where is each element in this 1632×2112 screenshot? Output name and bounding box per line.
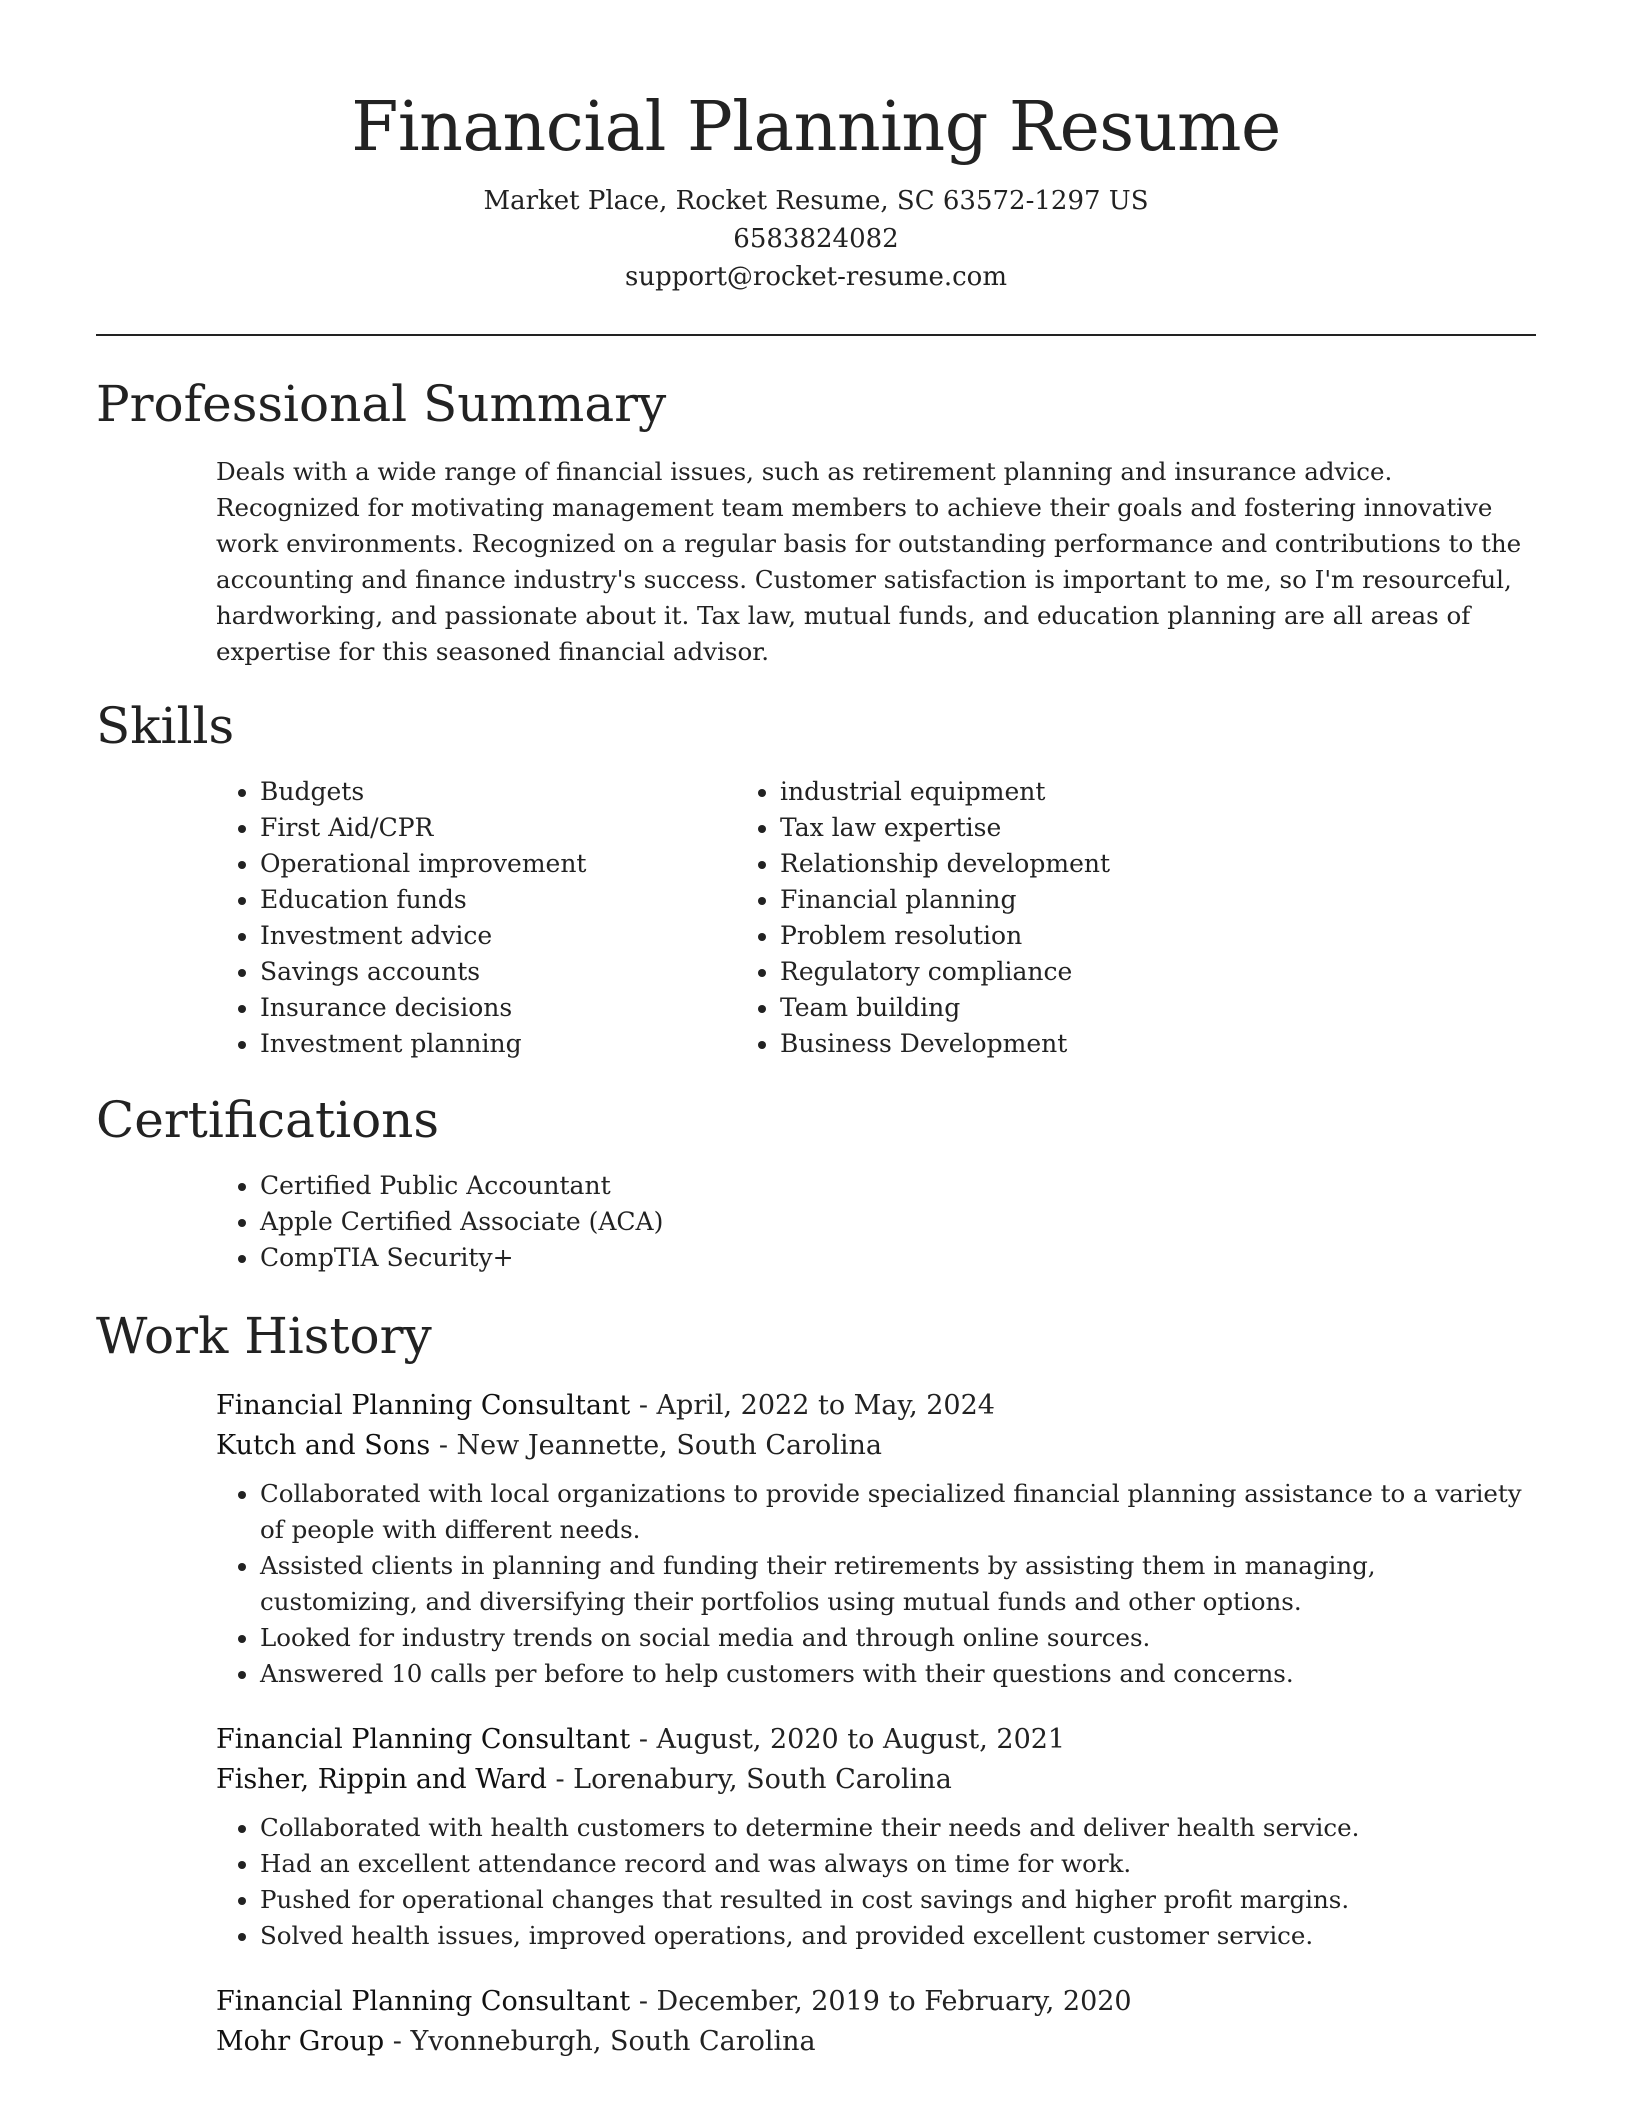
job-company: Kutch and Sons [216,1430,431,1461]
skills-columns [96,774,1536,1062]
job-title: Financial Planning Consultant [216,1724,631,1755]
certification-item: • CompTIA Security+ [260,1240,1536,1276]
skill-item: • Business Development [780,1026,1430,1062]
phone: 6583824082 [733,224,899,254]
job-entry [216,1386,1536,1692]
skill-item: • Team building [780,990,1430,1026]
skill-item: • Problem resolution [780,918,1430,954]
job-company: Mohr Group [216,2026,385,2057]
address: Market Place, Rocket Resume, SC 63572-1297 US [483,186,1149,216]
work-history-heading: Work History [96,1307,432,1365]
skill-item: • Insurance decisions [260,990,746,1026]
skill-item: • Tax law expertise [780,810,1430,846]
job-dates: - December, 2019 to February, 2020 [630,1986,1132,2017]
job-bullets [216,1810,1536,1954]
job-title-line [216,1386,1536,1426]
job-bullet: • Looked for industry trends on social media and through online sources. [260,1620,1536,1656]
skill-item: • Investment advice [260,918,746,954]
job-title-line [216,1720,1536,1760]
skills-left-list [96,774,746,1062]
certifications-heading: Certifications [96,1091,440,1149]
job-company-line [216,1426,1536,1466]
job-dates: - August, 2020 to August, 2021 [630,1724,1066,1755]
certifications-section [96,1090,1536,1276]
job-location: - Lorenabury, South Carolina [546,1764,952,1795]
skills-right-list [746,774,1430,1062]
email: support@rocket-resume.com [624,262,1007,292]
job-company-line [216,1760,1536,1800]
skill-item: • industrial equipment [780,774,1430,810]
job-location: - New Jeannette, South Carolina [430,1430,882,1461]
header-divider [96,334,1536,336]
summary-heading: Professional Summary [96,375,667,433]
job-bullet: • Collaborated with health customers to determine their needs and deliver health service. [260,1810,1536,1846]
job-title: Financial Planning Consultant [216,1390,631,1421]
job-bullet: • Collaborated with local organizations to provide specialized financial planning assistance to a variety of people with different needs. [260,1476,1536,1548]
resume-title: Financial Planning Resume [351,88,1281,167]
job-title-line [216,1982,1536,2022]
job-bullets [216,1476,1536,1692]
skill-item: • Education funds [260,882,746,918]
job-company: Fisher, Rippin and Ward [216,1764,547,1795]
skills-heading: Skills [96,697,235,755]
job-bullet: • Assisted clients in planning and funding their retirements by assisting them in managing, customizing, and diversifying their portfolios using mutual funds and other options. [260,1548,1536,1620]
job-bullet: • Answered 10 calls per before to help customers with their questions and concerns. [260,1656,1536,1692]
job-entry [216,1720,1536,1954]
skill-item: • Relationship development [780,846,1430,882]
job-dates: - April, 2022 to May, 2024 [630,1390,995,1421]
skills-section [96,696,1536,1062]
job-location: - Yvonneburgh, South Carolina [384,2026,816,2057]
resume-page [96,0,1536,2062]
certification-item: • Certified Public Accountant [260,1168,1536,1204]
job-entry [216,1982,1536,2062]
summary-text: Deals with a wide range of financial issues, such as retirement planning and insurance advice. Recognized for motivating management team members to achieve their goals and fostering innovative work environments. Recognized on a regular basis for outstanding performance and contributions to the accounting and finance industry's success. Customer satisfaction is important to me, so I'm resourceful, hardworking, and passionate about it. Tax law, mutual funds, and education planning are all areas of expertise for this seasoned financial advisor. [216,457,1522,666]
skill-item: • Budgets [260,774,746,810]
job-bullet: • Had an excellent attendance record and was always on time for work. [260,1846,1536,1882]
skill-item: • Operational improvement [260,846,746,882]
contact-block [96,182,1536,296]
certification-item: • Apple Certified Associate (ACA) [260,1204,1536,1240]
skill-item: • Savings accounts [260,954,746,990]
skill-item: • Regulatory compliance [780,954,1430,990]
job-bullet: • Pushed for operational changes that resulted in cost savings and higher profit margins. [260,1882,1536,1918]
job-bullet: • Solved health issues, improved operations, and provided excellent customer service. [260,1918,1536,1954]
skill-item: • First Aid/CPR [260,810,746,846]
skill-item: • Investment planning [260,1026,746,1062]
certifications-list [96,1168,1536,1276]
skill-item: • Financial planning [780,882,1430,918]
summary-section [96,374,1536,670]
work-history-section [96,1306,1536,2062]
job-company-line [216,2022,1536,2062]
job-title: Financial Planning Consultant [216,1986,631,2017]
